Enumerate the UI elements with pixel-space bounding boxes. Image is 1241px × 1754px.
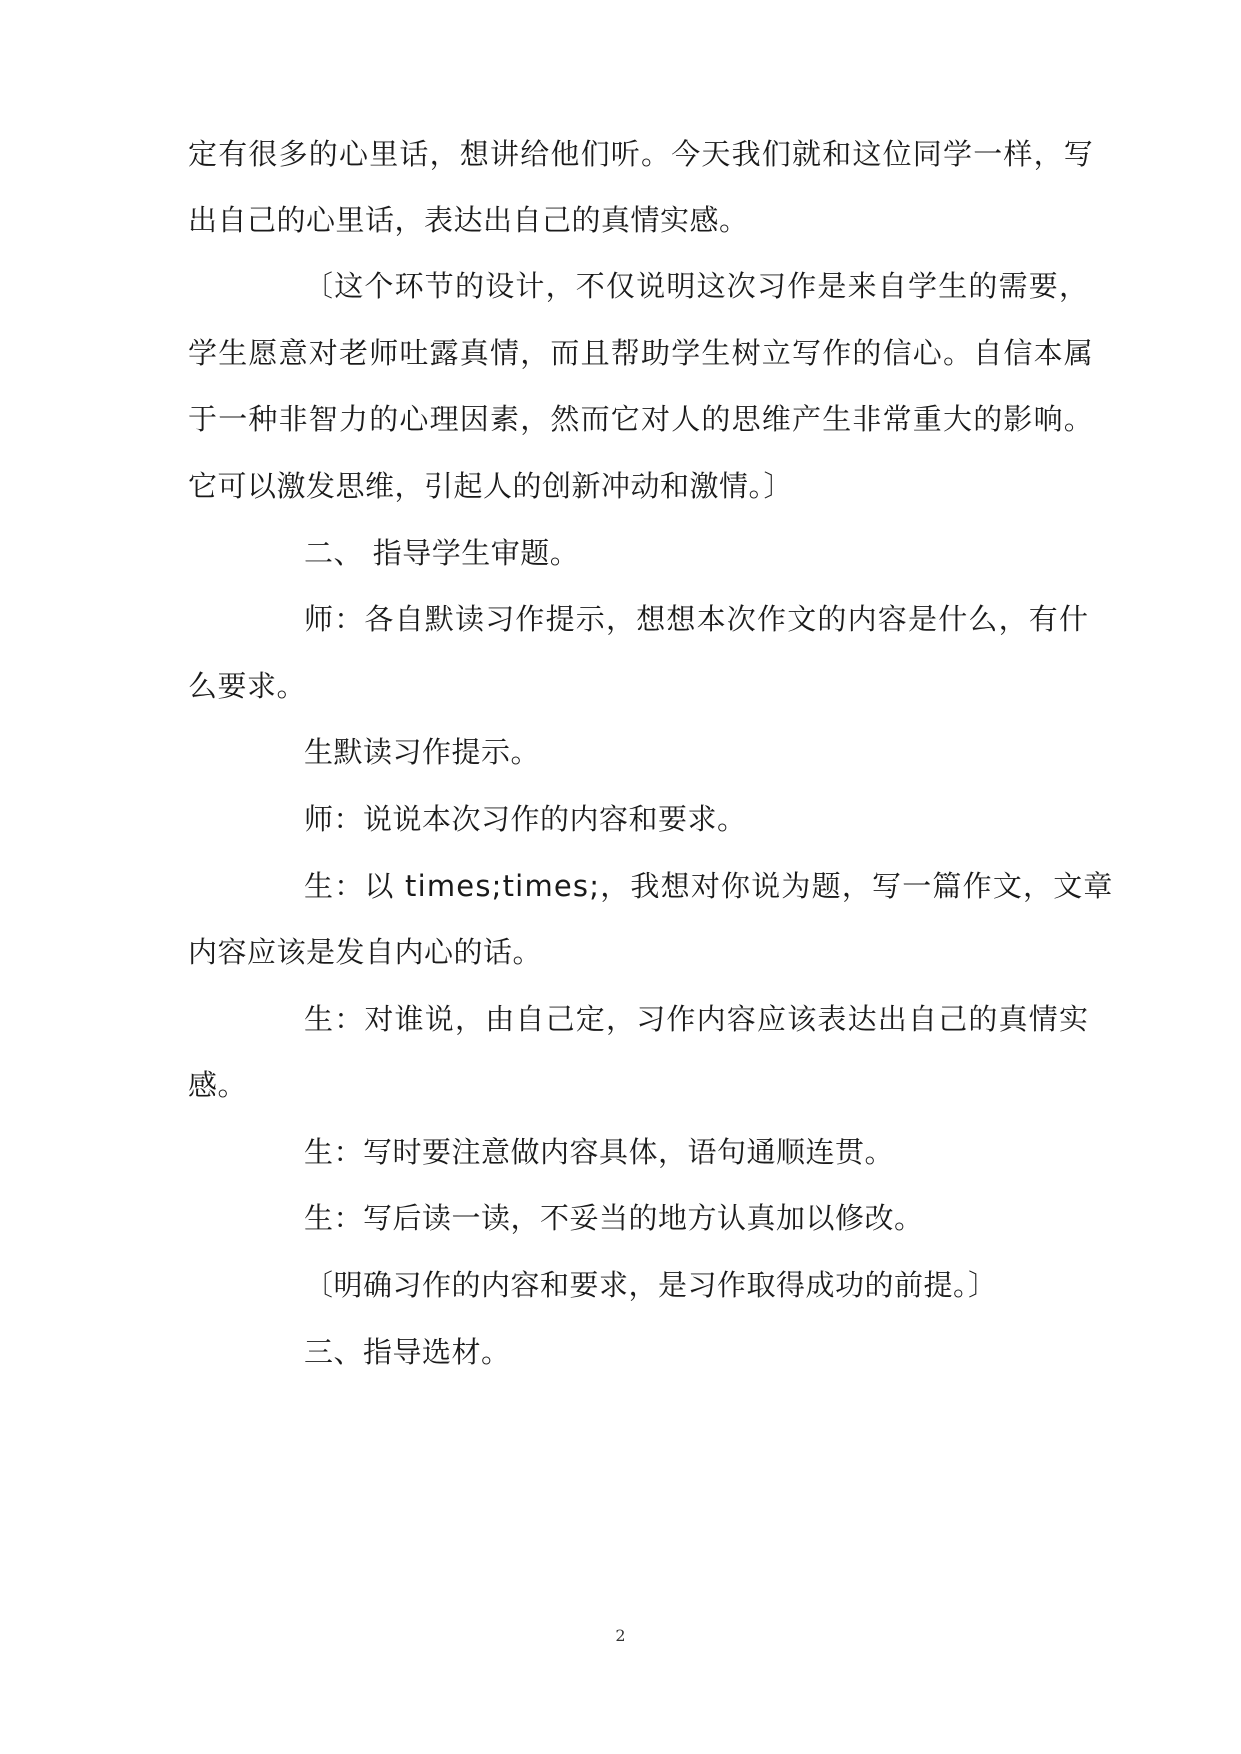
text-line: 师：各自默读习作提示，想想本次作文的内容是什么，有什 xyxy=(304,602,1090,636)
text-line: 生默读习作提示。 xyxy=(304,735,541,769)
text-line: 生：对谁说，由自己定，习作内容应该表达出自己的真情实 xyxy=(304,1002,1090,1036)
text-line: 于一种非智力的心理因素，然而它对人的思维产生非常重大的影响。 xyxy=(188,402,1095,436)
text-line: 学生愿意对老师吐露真情，而且帮助学生树立写作的信心。自信本属 xyxy=(188,336,1095,370)
text-line: 它可以激发思维，引起人的创新冲动和激情。〕 xyxy=(188,469,794,503)
text-line: 内容应该是发自内心的话。 xyxy=(188,935,543,969)
text-line: 定有很多的心里话，想讲给他们听。今天我们就和这位同学一样，写 xyxy=(188,137,1095,171)
text-line: 师：说说本次习作的内容和要求。 xyxy=(304,802,747,836)
text-line: 生：以 times;times;，我想对你说为题，写一篇作文，文章 xyxy=(304,869,1114,903)
text-line: 么要求。 xyxy=(188,669,307,703)
text-line: 生：写后读一读，不妥当的地方认真加以修改。 xyxy=(304,1201,924,1235)
text-line: 〔这个环节的设计，不仅说明这次习作是来自学生的需要， xyxy=(304,269,1090,303)
section-heading: 二、 指导学生审题。 xyxy=(304,536,580,570)
text-line: 生：写时要注意做内容具体，语句通顺连贯。 xyxy=(304,1135,895,1169)
text-line: 出自己的心里话，表达出自己的真情实感。 xyxy=(188,203,749,237)
section-heading: 三、指导选材。 xyxy=(304,1335,511,1369)
text-line: 〔明确习作的内容和要求，是习作取得成功的前提。〕 xyxy=(304,1268,998,1302)
page-number: 2 xyxy=(615,1626,626,1645)
text-line: 感。 xyxy=(188,1068,248,1102)
